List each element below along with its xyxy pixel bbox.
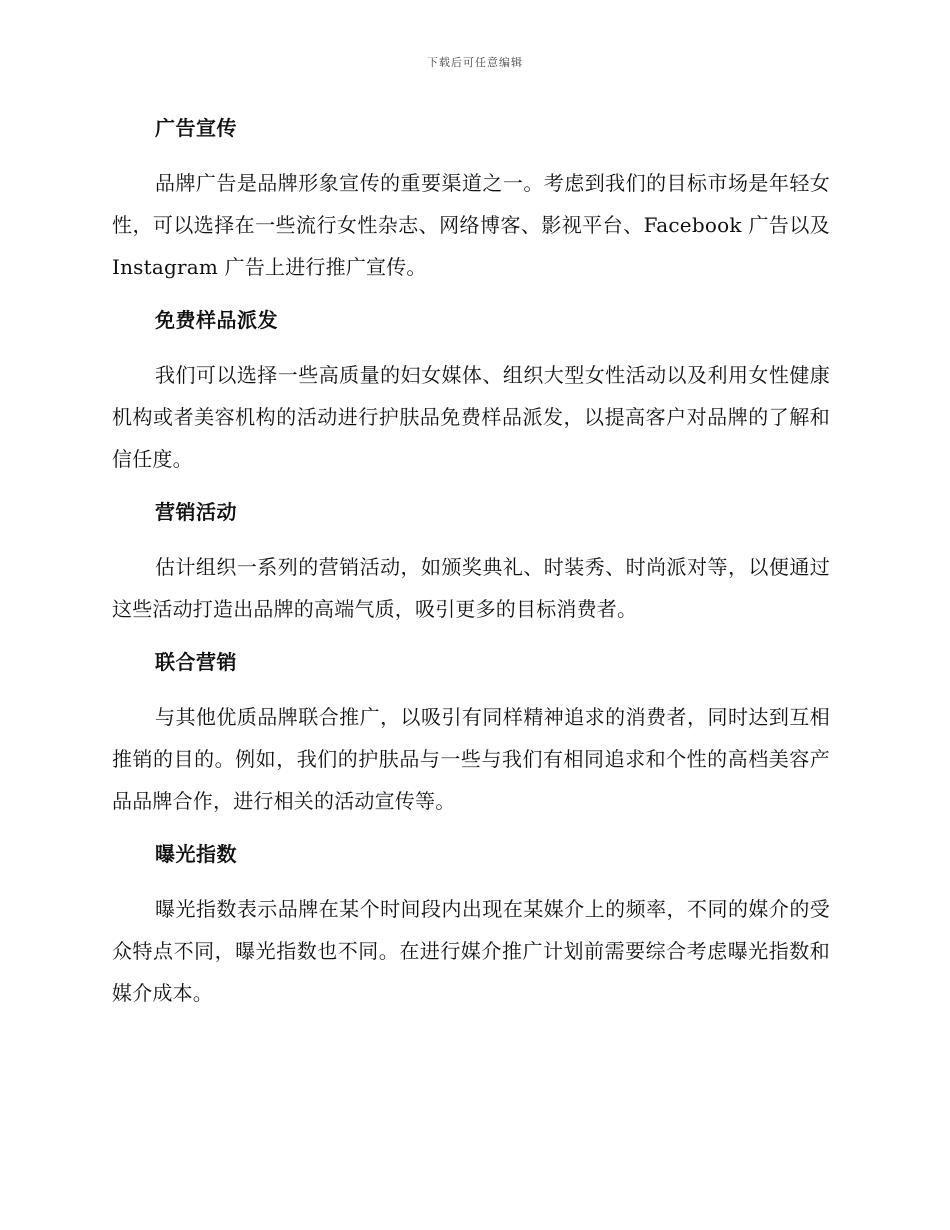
section-paragraph: 曝光指数表示品牌在某个时间段内出现在某媒介上的频率，不同的媒介的受众特点不同，曝光指数也不同。在进行媒介推广计划前需要综合考虑曝光指数和媒介成本。 <box>112 897 830 1005</box>
section-heading: 营销活动 <box>155 500 237 524</box>
section-free-samples <box>112 300 830 480</box>
section-heading: 广告宣传 <box>155 116 237 140</box>
document-body <box>112 108 830 1026</box>
section-marketing-events <box>112 492 830 630</box>
section-advertising <box>112 108 830 288</box>
section-paragraph: 与其他优质品牌联合推广，以吸引有同样精神追求的消费者，同时达到互相推销的目的。例如，我们的护肤品与一些与我们有相同追求和个性的高档美容产品品牌合作，进行相关的活动宣传等。 <box>112 705 830 813</box>
section-exposure-index <box>112 834 830 1014</box>
section-heading: 联合营销 <box>155 650 237 674</box>
section-paragraph: 估计组织一系列的营销活动，如颁奖典礼、时装秀、时尚派对等，以便通过这些活动打造出品牌的高端气质，吸引更多的目标消费者。 <box>112 555 830 621</box>
page-header: 下载后可任意编辑 <box>427 56 523 69</box>
section-co-marketing <box>112 642 830 822</box>
section-heading: 曝光指数 <box>155 842 237 866</box>
section-paragraph: 品牌广告是品牌形象宣传的重要渠道之一。考虑到我们的目标市场是年轻女性，可以选择在一些流行女性杂志、网络博客、影视平台、Facebook 广告以及 Instagram 广告上进行推广宣传。 <box>112 171 830 279</box>
section-paragraph: 我们可以选择一些高质量的妇女媒体、组织大型女性活动以及利用女性健康机构或者美容机构的活动进行护肤品免费样品派发，以提高客户对品牌的了解和信任度。 <box>112 363 830 471</box>
section-heading: 免费样品派发 <box>155 308 278 332</box>
